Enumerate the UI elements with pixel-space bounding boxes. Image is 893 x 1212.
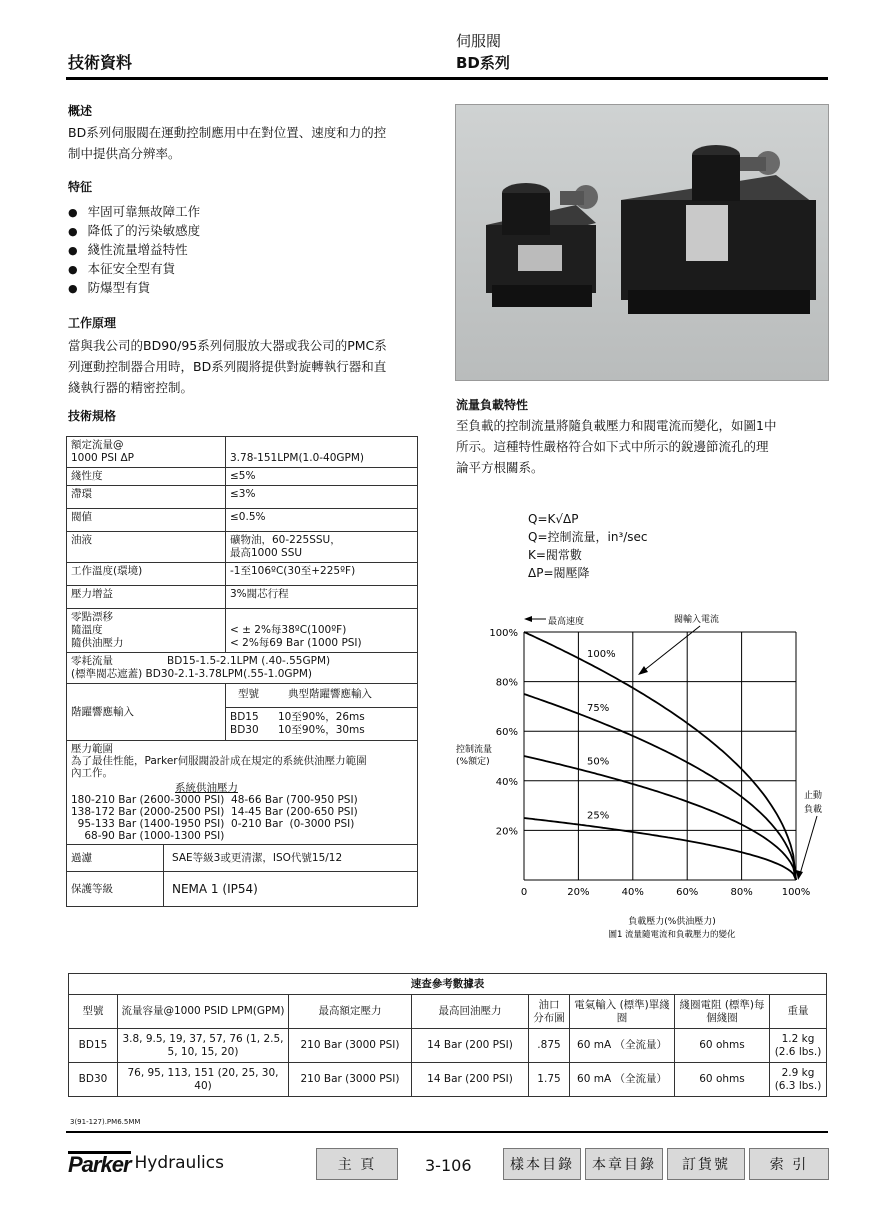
quick-cell: 60 ohms bbox=[675, 1063, 770, 1097]
flow-load-title: 流量負載特性 bbox=[456, 398, 529, 412]
quick-cell: BD15 bbox=[69, 1029, 118, 1063]
principle-title: 工作原理 bbox=[68, 316, 117, 330]
step-row: BD15 10至90%，26ms bbox=[230, 711, 365, 723]
x-tick-label: 0 bbox=[520, 887, 528, 898]
x-tick-label: 100% bbox=[781, 887, 811, 898]
y-tick-label: 80% bbox=[495, 677, 518, 689]
quick-cell: 60 ohms bbox=[675, 1029, 770, 1063]
quick-cell: 210 Bar (3000 PSI) bbox=[289, 1029, 412, 1063]
quick-cell: 60 mA （全流量） bbox=[570, 1063, 675, 1097]
quick-reference-table bbox=[68, 973, 827, 1097]
specs-title: 技術規格 bbox=[68, 409, 117, 423]
spec-row bbox=[67, 563, 418, 586]
spec-row bbox=[67, 486, 418, 509]
spec-value: -1至106ºC(30至+225ºF) bbox=[226, 563, 418, 586]
quick-row bbox=[69, 1063, 827, 1097]
annotation-stall-1: 止動 bbox=[804, 791, 823, 801]
quick-cell: 2.9 kg (6.3 lbs.) bbox=[770, 1063, 827, 1097]
feature-item: ● 本征安全型有貨 bbox=[68, 260, 200, 279]
feature-item: ● 降低了的污染敏感度 bbox=[68, 222, 200, 241]
quick-cell: 1.75 bbox=[529, 1063, 570, 1097]
y-tick-label: 100% bbox=[489, 628, 518, 639]
spec-row bbox=[67, 586, 418, 609]
chart-xlabel: 負載壓力(%供油壓力) bbox=[628, 917, 716, 927]
series-line bbox=[524, 756, 796, 880]
quick-cell: 1.2 kg (2.6 lbs.) bbox=[770, 1029, 827, 1063]
spec-value: ≤3% bbox=[226, 486, 418, 509]
quick-cell: 3.8, 9.5, 19, 37, 57, 76 (1, 2.5, 5, 10, 15, 20) bbox=[118, 1029, 289, 1063]
chart-ylabel-2: (%額定) bbox=[456, 757, 490, 767]
index-button[interactable]: 索 引 bbox=[749, 1148, 829, 1180]
page-number: 3-106 bbox=[425, 1156, 472, 1175]
spec-row bbox=[67, 872, 418, 907]
flow-load-line: 至負載的控制流量將隨負載壓力和閥電流而變化，如圖1中 bbox=[456, 418, 777, 433]
features-list bbox=[68, 203, 200, 298]
overview-text bbox=[68, 122, 386, 164]
flow-load-text bbox=[456, 415, 776, 478]
series-label: 100% bbox=[587, 649, 616, 661]
spec-value: NEMA 1 (IP54) bbox=[172, 881, 258, 896]
spec-row bbox=[67, 684, 418, 741]
spec-label: 零點漂移 隨溫度 隨供油壓力 bbox=[67, 609, 226, 653]
quick-header: 最高回油壓力 bbox=[412, 995, 529, 1029]
y-tick-label: 60% bbox=[495, 727, 518, 739]
feature-item: ● 防爆型有貨 bbox=[68, 279, 200, 298]
chart-ylabel-1: 控制流量 bbox=[456, 745, 493, 755]
spec-row bbox=[67, 741, 418, 845]
chart-series bbox=[524, 632, 796, 880]
quick-cell: 76, 95, 113, 151 (20, 25, 30, 40) bbox=[118, 1063, 289, 1097]
formula-line: K=閥常數 bbox=[528, 548, 582, 562]
valve-current-arrowhead bbox=[638, 666, 648, 675]
chart-grid bbox=[524, 632, 796, 880]
spec-row bbox=[67, 845, 418, 872]
overview-title: 概述 bbox=[68, 104, 93, 118]
quick-table-title: 速查參考數據表 bbox=[69, 974, 827, 995]
spec-value: < ± 2%每38ºC(100ºF) < 2%每69 Bar (1000 PSI) bbox=[226, 609, 418, 653]
spec-value: 3%閥芯行程 bbox=[226, 586, 418, 609]
quick-header: 流量容量@1000 PSID LPM(GPM) bbox=[118, 995, 289, 1029]
spec-row bbox=[67, 437, 418, 468]
quick-cell: BD30 bbox=[69, 1063, 118, 1097]
spec-value: ≤0.5% bbox=[226, 509, 418, 532]
quick-header: 電氣輸入 (標準)單綫圈 bbox=[570, 995, 675, 1029]
quick-title-row bbox=[69, 974, 827, 995]
stall-arrow bbox=[800, 816, 817, 874]
annotation-max-speed: 最高速度 bbox=[548, 617, 585, 627]
principle-line: 列運動控制器合用時，BD系列閥將提供對旋轉執行器和直 bbox=[68, 359, 387, 374]
series-label: 25% bbox=[587, 810, 610, 822]
product-title: 伺服閥 bbox=[456, 32, 502, 50]
quick-cell: 14 Bar (200 PSI) bbox=[412, 1029, 529, 1063]
spec-row bbox=[67, 609, 418, 653]
product-series: BD系列 bbox=[456, 54, 510, 72]
formula-line: ΔP=閥壓降 bbox=[528, 566, 590, 580]
spec-label: 工作溫度(環境) bbox=[67, 563, 226, 586]
spec-value: SAE等級3或更清潔，ISO代號15/12 bbox=[172, 851, 343, 864]
principle-line: 當與我公司的BD90/95系列伺服放大器或我公司的PMC系 bbox=[68, 338, 387, 353]
home-button[interactable]: 主 頁 bbox=[316, 1148, 398, 1180]
quick-header-row bbox=[69, 995, 827, 1029]
quick-header: 重量 bbox=[770, 995, 827, 1029]
series-line bbox=[524, 818, 796, 880]
stall-arrowhead bbox=[796, 870, 803, 880]
footer-rule bbox=[66, 1131, 828, 1133]
product-photo bbox=[455, 104, 829, 381]
spec-leakage: 零耗流量 BD15-1.5-2.1LPM (.40-.55GPM) (標準閥芯遮蓋) BD30-2.1-3.78LPM(.55-1.0GPM) bbox=[67, 653, 418, 684]
parker-wordmark: Parker bbox=[68, 1151, 131, 1177]
quick-cell: 210 Bar (3000 PSI) bbox=[289, 1063, 412, 1097]
quick-row bbox=[69, 1029, 827, 1063]
quick-cell: 60 mA （全流量） bbox=[570, 1029, 675, 1063]
series-label: 50% bbox=[587, 756, 610, 768]
quick-header: 油口 分布圖 bbox=[529, 995, 570, 1029]
spec-row bbox=[67, 509, 418, 532]
catalog-button[interactable]: 樣本目錄 bbox=[503, 1148, 581, 1180]
spec-row bbox=[67, 653, 418, 684]
header-rule bbox=[66, 77, 828, 80]
y-tick-label: 40% bbox=[495, 776, 518, 788]
y-tick-label: 20% bbox=[495, 826, 518, 838]
spec-label: 綫性度 bbox=[67, 468, 226, 486]
quick-header: 型號 bbox=[69, 995, 118, 1029]
spec-value: 3.78-151LPM(1.0-40GPM) bbox=[226, 437, 418, 468]
quick-cell: .875 bbox=[529, 1029, 570, 1063]
chart-caption: 圖1 流量隨電流和負載壓力的變化 bbox=[608, 930, 736, 940]
spec-row bbox=[67, 532, 418, 563]
principle-text bbox=[68, 335, 387, 398]
document-code: 3(91-127).PM6.5MM bbox=[70, 1118, 141, 1126]
overview-line: BD系列伺服閥在運動控制應用中在對位置、速度和力的控 bbox=[68, 125, 387, 140]
spec-label: 閥値 bbox=[67, 509, 226, 532]
order-number-button[interactable]: 訂貨號 bbox=[667, 1148, 745, 1180]
doc-category-title: 技術資料 bbox=[68, 53, 133, 72]
chapter-button[interactable]: 本章目錄 bbox=[585, 1148, 663, 1180]
series-label: 75% bbox=[587, 702, 610, 714]
spec-label: 額定流量@ 1000 PSI ΔP bbox=[67, 437, 226, 468]
spec-value: 礦物油，60-225SSU， 最高1000 SSU bbox=[226, 532, 418, 563]
x-tick-label: 20% bbox=[567, 887, 590, 898]
x-tick-label: 60% bbox=[676, 887, 699, 898]
feature-item: ● 綫性流量增益特性 bbox=[68, 241, 200, 260]
overview-line: 制中提供高分辨率。 bbox=[68, 146, 181, 161]
spec-label: 階躍響應輸入 bbox=[67, 684, 226, 741]
valve-current-arrow bbox=[642, 626, 700, 672]
spec-label: 滯環 bbox=[67, 486, 226, 509]
feature-item: ● 牢固可靠無故障工作 bbox=[68, 203, 200, 222]
features-title: 特征 bbox=[68, 180, 93, 194]
spec-label: 油液 bbox=[67, 532, 226, 563]
max-speed-arrowhead bbox=[524, 616, 532, 622]
formula-line: Q=K√ΔP bbox=[528, 512, 579, 526]
spec-label: 保護等級 bbox=[67, 872, 164, 906]
flow-load-line: 所示。這種特性嚴格符合如下式中所示的銳邊節流孔的理 bbox=[456, 439, 769, 454]
quick-header: 最高額定壓力 bbox=[289, 995, 412, 1029]
spec-row bbox=[67, 468, 418, 486]
x-tick-label: 80% bbox=[730, 887, 753, 898]
series-line bbox=[524, 632, 796, 880]
flow-load-chart bbox=[452, 602, 852, 952]
spec-value: ≤5% bbox=[226, 468, 418, 486]
step-row: BD30 10至90%，30ms bbox=[230, 724, 365, 736]
spec-label: 過濾 bbox=[67, 845, 164, 871]
quick-header: 綫圈電阻 (標準)每個綫圈 bbox=[675, 995, 770, 1029]
annotation-valve-current: 閥輸入電流 bbox=[674, 615, 720, 625]
spec-label: 壓力增益 bbox=[67, 586, 226, 609]
step-response-cell: 型號 典型階躍響應輸入 BD15 10至90%，26ms BD30 10至90%，30ms bbox=[226, 684, 418, 741]
formula-block bbox=[528, 510, 648, 582]
principle-line: 綫執行器的精密控制。 bbox=[68, 380, 194, 395]
series-line bbox=[524, 694, 796, 880]
servo-valve-image bbox=[456, 105, 828, 380]
brand-logo bbox=[68, 1148, 224, 1178]
x-tick-label: 40% bbox=[621, 887, 644, 898]
annotation-stall-2: 負載 bbox=[804, 805, 823, 815]
hydraulics-label: Hydraulics bbox=[134, 1153, 224, 1173]
quick-cell: 14 Bar (200 PSI) bbox=[412, 1063, 529, 1097]
spec-table bbox=[66, 436, 418, 907]
flow-load-line: 論平方根關系。 bbox=[456, 460, 544, 475]
pressure-range: 壓力範圍 為了最佳性能，Parker伺服閥設計成在規定的系統供油壓力範圍 內工作。 系統供油壓力 180-210 Bar (2600-3000 PSI) 48-66 Bar (700-950 PSI) 138-172 Bar (2000-2500 PSI) 14-45 Bar (200-650 PSI) 95-133 Bar (1400-1950 PSI) 0-210 Bar (0-3000 PSI) 68-90 Bar (1000-1300 PSI) bbox=[67, 741, 418, 845]
formula-line: Q=控制流量，in³/sec bbox=[528, 530, 648, 544]
